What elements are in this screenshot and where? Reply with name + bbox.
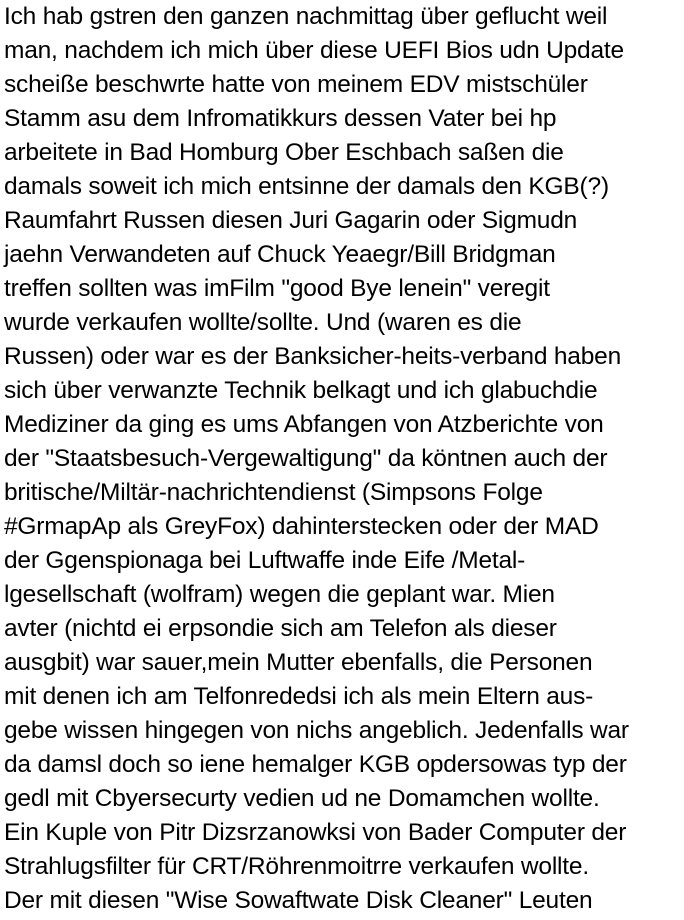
- text-line: Mediziner da ging es ums Abfangen von Atzberichte von: [4, 411, 604, 438]
- text-line: lgesellschaft (wolfram) wegen die geplant war. Mien: [4, 581, 555, 608]
- text-line: gebe wissen hingegen von nichs angeblich. Jedenfalls war: [4, 717, 629, 744]
- text-line: da damsl doch so iene hemalger KGB opdersowas typ der: [4, 751, 627, 778]
- text-line: mit denen ich am Telfonrededsi ich als mein Eltern aus-: [4, 683, 594, 710]
- text-line: der Ggenspionaga bei Luftwaffe inde Eife /Metal-: [4, 547, 526, 574]
- text-line: Ich hab gstren den ganzen nachmittag über geflucht weil: [4, 3, 608, 30]
- text-line: wurde verkaufen wollte/sollte. Und (waren es die: [4, 309, 522, 336]
- text-line: treffen sollten was imFilm "good Bye lenein" veregit: [4, 275, 550, 302]
- text-line: scheiße beschwrte hatte von meinem EDV mistschüler: [4, 71, 588, 98]
- text-line: Strahlugsfilter für CRT/Röhrenmoitrre verkaufen wollte.: [4, 853, 589, 880]
- text-line: Ein Kuple von Pitr Dizsrzanowksi von Bader Computer der: [4, 819, 627, 846]
- text-line: der "Staatsbesuch-Vergewaltigung" da köntnen auch der: [4, 445, 608, 472]
- text-line: damals soweit ich mich entsinne der damals den KGB(?): [4, 173, 609, 200]
- text-line: sich über verwanzte Technik belkagt und ich glabuchdie: [4, 377, 598, 404]
- text-line: Der mit diesen "Wise Sowaftwate Disk Cleaner" Leuten: [4, 887, 593, 914]
- text-line: #GrmapAp als GreyFox) dahinterstecken oder der MAD: [4, 513, 599, 540]
- text-line: jaehn Verwandeten auf Chuck Yeaegr/Bill Bridgman: [4, 241, 556, 268]
- text-line: gedl mit Cbyersecurty vedien ud ne Domamchen wollte.: [4, 785, 600, 812]
- text-line: arbeitete in Bad Homburg Ober Eschbach saßen die: [4, 139, 564, 166]
- document-text: [4, 0, 682, 918]
- text-line: Raumfahrt Russen diesen Juri Gagarin oder Sigmudn: [4, 207, 578, 234]
- text-line: man, nachdem ich mich über diese UEFI Bios udn Update: [4, 37, 624, 64]
- text-line: ausgbit) war sauer,mein Mutter ebenfalls, die Personen: [4, 649, 593, 676]
- text-line: avter (nichtd ei erpsondie sich am Telefon als dieser: [4, 615, 557, 642]
- text-line: Stamm asu dem Infromatikkurs dessen Vater bei hp: [4, 105, 557, 132]
- text-line: Russen) oder war es der Banksicher-heits-verband haben: [4, 343, 622, 370]
- text-line: britische/Miltär-nachrichtendienst (Simpsons Folge: [4, 479, 543, 506]
